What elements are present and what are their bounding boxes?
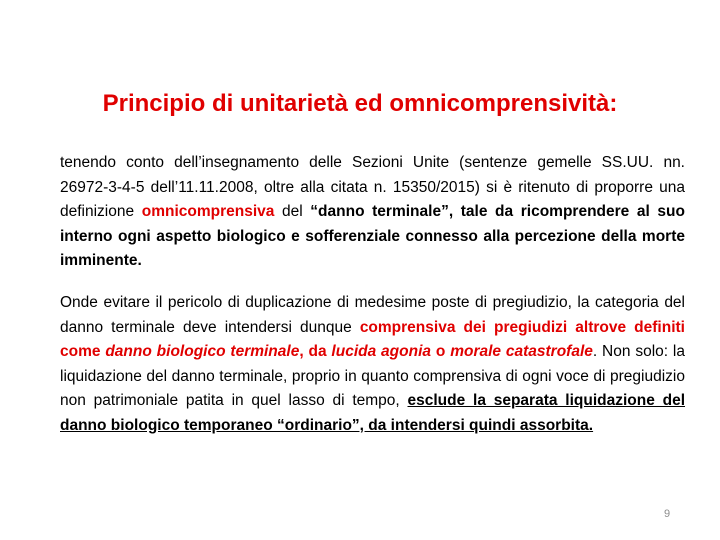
paragraph-sezioni-unite — [60, 151, 685, 274]
p2-highlight-lucida-agonia: lucida agonia — [331, 343, 432, 360]
p2-highlight-danno-biologico-terminale: danno biologico terminale — [105, 343, 300, 360]
p1-bold-danno-terminale: “danno terminale”, tale da ricomprendere al suo interno ogni aspetto biologico e sofferenziale connesso alla percezione della morte imminente. — [60, 203, 685, 269]
p2-highlight-comprensiva: comprensiva dei pregiudizi altrove definiti come — [60, 318, 685, 360]
p2-highlight-morale-catastrofale: morale catastrofale — [450, 343, 593, 360]
p2-underlined-conclusion: esclude la separata liquidazione del danno biologico temporaneo “ordinario”, da intendersi quindi assorbita. — [60, 392, 686, 434]
p1-text-intro: tenendo conto dell’insegnamento delle Sezioni Unite (sentenze gemelle SS.UU. nn. 26972-3-4-5 dell’11.11.2008, oltre alla citata n. 15350/2015) si è ritenuto di proporre una definizione — [60, 154, 685, 220]
p2-text-intro: Onde evitare il pericolo di duplicazione di medesime poste di pregiudizio, la categoria del danno terminale deve intendersi dunque — [60, 294, 685, 336]
page-number: 9 — [664, 508, 671, 520]
p2-highlight-o: o — [431, 343, 451, 360]
p2-text-middle: . Non solo: la liquidazione del danno terminale, proprio in quanto comprensiva di ogni voce di pregiudizio non patrimoniale patita in quel lasso di tempo, — [60, 343, 685, 409]
p2-highlight-da: , da — [299, 343, 332, 360]
p1-highlight-omnicomprensiva: omnicomprensiva — [141, 203, 275, 220]
paragraph-duplicazione — [60, 291, 685, 438]
p1-text-del: del — [274, 203, 311, 220]
slide-title: Principio di unitarietà ed omnicomprensività: — [102, 90, 618, 117]
